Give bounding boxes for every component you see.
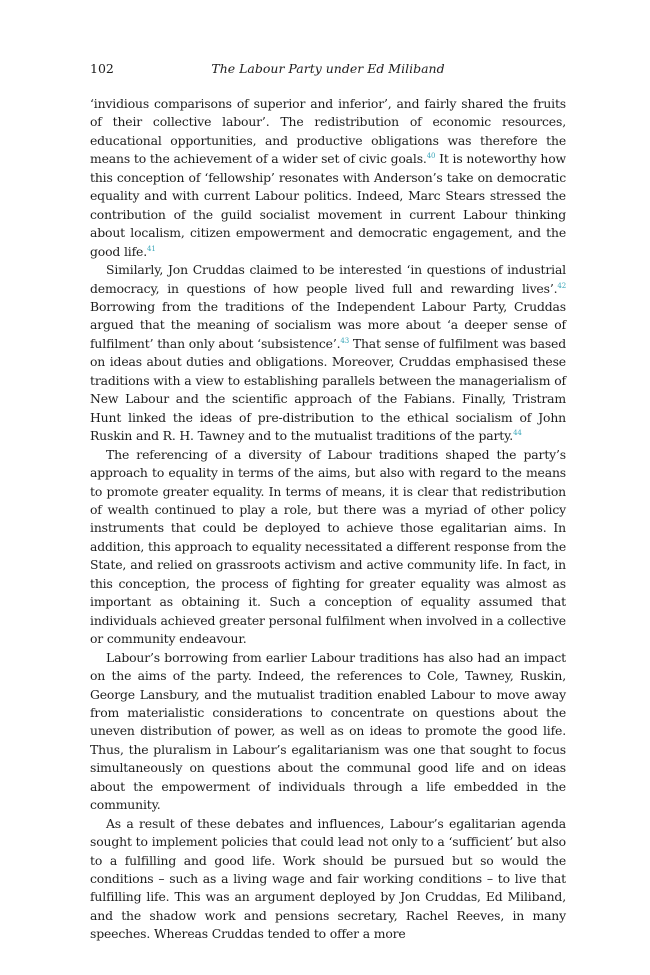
paragraph [90,261,566,446]
paragraph-text: It is noteworthy how this conception of ‘fellowship’ resonates with Anderson’s take on democratic equality and with current Labour politics. Indeed, Marc Stears stressed the contribution of the guild socialist movement in current Labour thinking about localism, citizen empowerment and democratic engagement, and the good life. [90,151,566,259]
paragraph-text: Similarly, Jon Cruddas claimed to be interested ‘in questions of industrial democracy, in questions of how people lived full and rewarding lives’. [90,262,566,296]
paragraph-text: Labour’s borrowing from earlier Labour traditions has also had an impact on the aims of the party. Indeed, the references to Cole, Tawney, Ruskin, George Lansbury, and the mutualist tradition enabled Labour to move away from materialistic considerations to concentrate on questions about the uneven distribution of power, as well as on ideas to promote the good life. Thus, the pluralism in Labour’s egalitarianism was one that sought to focus simultaneously on questions about the communal good life and on ideas about the empowerment of individuals through a life embedded in the community. [90,649,566,813]
page-header [90,58,566,80]
paragraph [90,649,566,815]
paragraph [90,95,566,261]
paragraph-text: Borrowing from the traditions of the Independent Labour Party, Cruddas argued that the meaning of socialism was more about ‘a deeper sense of fulfilment’ than only about ‘subsistence’. [90,298,566,351]
footnote-reference[interactable]: 43 [340,336,350,345]
footnote-reference[interactable]: 44 [513,429,522,438]
body-text [90,95,566,944]
paragraph-text: ‘invidious comparisons of superior and inferior’, and fairly shared the fruits of their collective labour’. The redistribution of economic resources, educational opportunities, and productive obligations was therefore the means to the achievement of a wider set of civic goals. [90,96,566,167]
footnote-reference[interactable]: 42 [557,281,566,290]
book-page [90,58,566,944]
page-number: 102 [90,61,114,76]
footnote-reference[interactable]: 40 [426,152,436,161]
paragraph-text: That sense of fulfilment was based on ideas about duties and obligations. Moreover, Cruddas emphasised these traditions with a view to establishing parallels between the managerialism of New Labour and the scientific approach of the Fabians. Finally, Tristram Hunt linked the ideas of pre-distribution to the ethical socialism of John Ruskin and R. H. Tawney and to the mutualist traditions of the party. [90,335,566,444]
footnote-reference[interactable]: 41 [147,244,156,253]
paragraph-text: As a result of these debates and influences, Labour’s egalitarian agenda sought to implement policies that could lead not only to a ‘sufficient’ but also to a fulfilling and good life. Work should be pursued but so would the conditions – such as a living wage and fair working conditions – to live that fulfilling life. This was an argument deployed by Jon Cruddas, Ed Miliband, and the shadow work and pensions secretary, Rachel Reeves, in many speeches. Whereas Cruddas tended to offer a more [90,815,566,942]
paragraph-text: The referencing of a diversity of Labour traditions shaped the party’s approach to equality in terms of the aims, but also with regard to the means to promote greater equality. In terms of means, it is clear that redistribution of wealth continued to play a role, but there was a myriad of other policy instruments that could be deployed to achieve those egalitarian aims. In addition, this approach to equality necessitated a different response from the State, and relied on grassroots activism and active community life. In fact, in this conception, the process of fighting for greater equality was almost as important as obtaining it. Such a conception of equality assumed that individuals achieved greater personal fulfilment when involved in a collective or community endeavour. [90,446,566,647]
running-head: The Labour Party under Ed Miliband [211,61,445,76]
paragraph [90,815,566,944]
paragraph [90,446,566,649]
